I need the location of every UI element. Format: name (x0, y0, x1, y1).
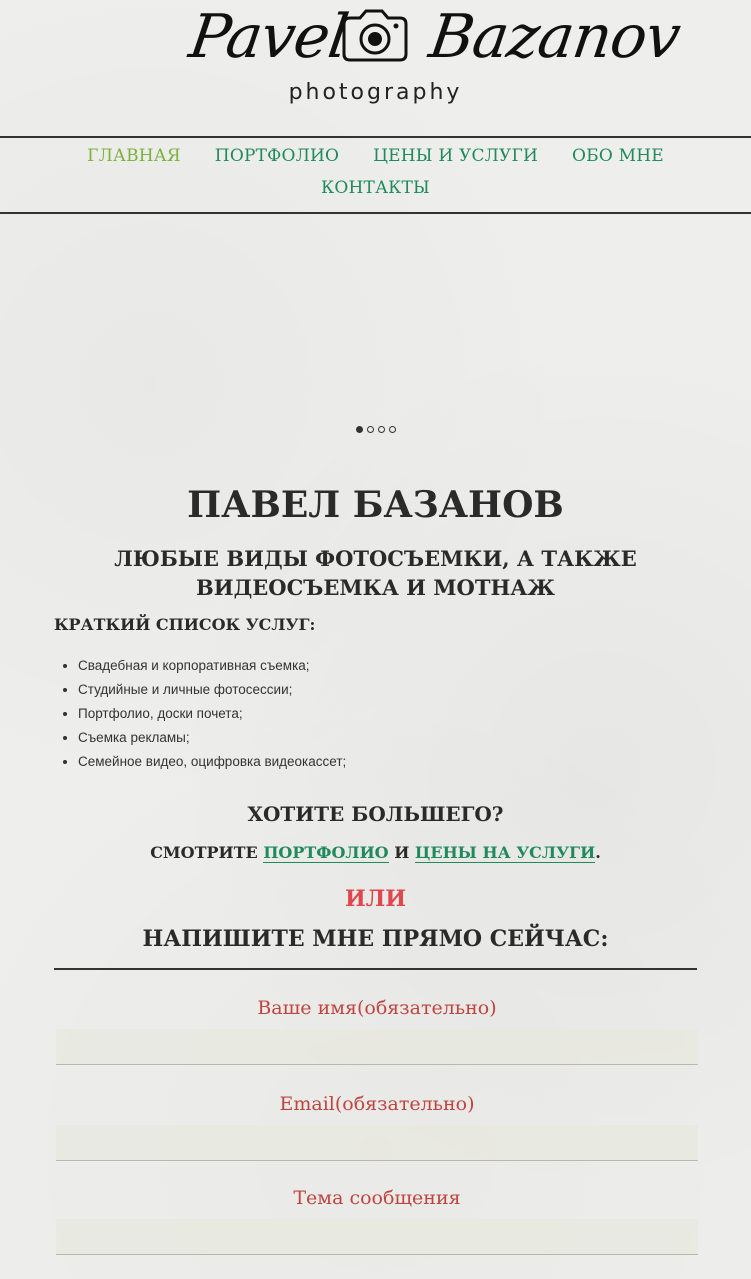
logo-first-name: Pavel (185, 2, 352, 72)
slider-pagination (0, 420, 751, 438)
or-text: ИЛИ (344, 886, 407, 912)
email-label: Email(обязательно) (279, 1093, 475, 1115)
email-input[interactable] (56, 1125, 698, 1161)
logo-tagline: photography (288, 80, 463, 105)
nav-home[interactable]: ГЛАВНАЯ (87, 146, 181, 166)
list-item: • Семейное видео, оцифровка видеокассет; (78, 750, 346, 774)
name-field-group (56, 997, 698, 1067)
logo-last-name: Bazanov (425, 2, 684, 72)
see-and: И (394, 843, 410, 862)
more-heading: ХОТИТЕ БОЛЬШЕГО? (247, 802, 504, 826)
contact-heading: НАПИШИТЕ МНЕ ПРЯМО СЕЙЧАС: (142, 926, 609, 952)
services-heading: КРАТКИЙ СПИСОК УСЛУГ: (54, 615, 316, 634)
subject-label: Тема сообщения (293, 1187, 461, 1209)
divider (54, 968, 697, 970)
nav-contacts[interactable]: КОНТАКТЫ (321, 178, 430, 198)
name-label: Ваше имя(обязательно) (257, 997, 497, 1019)
see-more-line (0, 843, 751, 862)
slider-dot-4[interactable] (389, 426, 396, 433)
image-slider[interactable] (0, 214, 751, 444)
name-input[interactable] (56, 1029, 698, 1065)
nav-prices-services[interactable]: ЦЕНЫ И УСЛУГИ (373, 146, 539, 166)
see-prefix: СМОТРИТЕ (150, 843, 258, 862)
page-title: ПАВЕЛ БАЗАНОВ (187, 484, 564, 526)
nav-portfolio[interactable]: ПОРТФОЛИО (214, 146, 340, 166)
list-item: • Съемка рекламы; (78, 726, 346, 750)
subject-input[interactable] (56, 1219, 698, 1255)
site-logo[interactable] (0, 0, 751, 120)
slider-dot-3[interactable] (378, 426, 385, 433)
list-item: • Студийные и личные фотосессии; (78, 678, 346, 702)
page-subtitle: ЛЮБЫЕ ВИДЫ ФОТОСЪЕМКИ, А ТАКЖЕ ВИДЕОСЪЕМКА И МОТНАЖ (114, 546, 637, 600)
prices-link[interactable]: ЦЕНЫ НА УСЛУГИ (414, 843, 596, 862)
main-navigation (0, 136, 751, 214)
nav-about[interactable]: ОБО МНЕ (572, 146, 664, 166)
list-item: • Свадебная и корпоративная съемка; (78, 654, 346, 678)
see-suffix: . (595, 843, 601, 862)
list-item: • Портфолио, доски почета; (78, 702, 346, 726)
slider-dot-1[interactable] (356, 426, 363, 433)
email-field-group (56, 1093, 698, 1163)
subject-field-group (56, 1187, 698, 1257)
portfolio-link[interactable]: ПОРТФОЛИО (263, 843, 389, 862)
camera-icon (338, 6, 410, 64)
slider-dot-2[interactable] (367, 426, 374, 433)
services-list (54, 654, 346, 774)
